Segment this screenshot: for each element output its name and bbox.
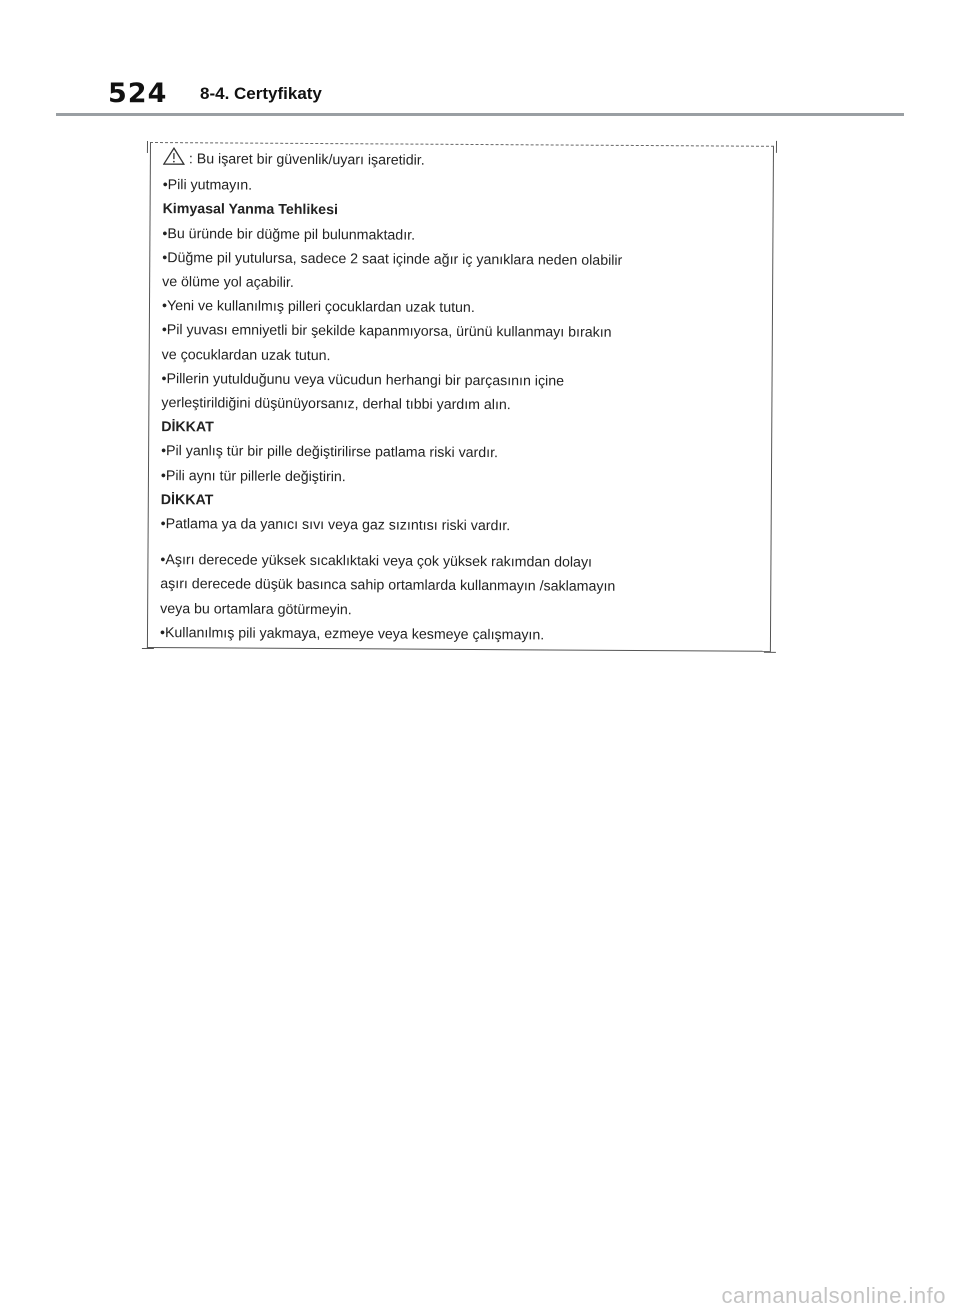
page-number: 524 <box>108 78 168 109</box>
notice-line: veya bu ortamlara götürmeyin. <box>160 600 352 618</box>
notice-line: •Pili aynı tür pillerle değiştirin. <box>160 467 346 485</box>
warning-symbol-text: : Bu işaret bir güvenlik/uyarı işaretidir. <box>188 151 425 169</box>
notice-line: yerleştirildiğini düşünüyorsanız, derhal tıbbi yardım alın. <box>161 395 511 414</box>
notice-line: •Yeni ve kullanılmış pilleri çocuklardan uzak tutun. <box>161 298 475 317</box>
notice-line: •Pili yutmayın. <box>162 177 253 194</box>
corner-mark <box>764 652 776 653</box>
notice-heading: Kimyasal Yanma Tehlikesi <box>162 201 338 219</box>
notice-line: •Pillerin yutulduğunu veya vücudun herhangi bir parçasının içine <box>161 370 565 390</box>
notice-line: •Pil yuvası emniyetli bir şekilde kapanmıyorsa, ürünü kullanmayı bırakın <box>161 322 612 342</box>
notice-heading: DİKKAT <box>160 491 214 509</box>
notice-line: ve ölüme yol açabilir. <box>162 274 294 291</box>
notice-heading: DİKKAT <box>161 419 214 436</box>
warning-symbol-line <box>163 147 767 177</box>
site-watermark: carmanualsonline.info <box>721 1283 946 1308</box>
header-divider <box>56 113 904 116</box>
notice-line: ve çocuklardan uzak tutun. <box>161 346 331 364</box>
notice-line: aşırı derecede düşük basınca sahip ortamlarda kullanmayın /saklamayın <box>160 576 616 596</box>
notice-line: •Bu üründe bir düğme pil bulunmaktadır. <box>162 225 416 244</box>
notice-line: •Aşırı derecede yüksek sıcaklıktaki veya çok yüksek rakımdan dolayı <box>160 552 593 571</box>
battery-warning-notice <box>147 142 774 652</box>
section-title: 8-4. Certyfikaty <box>200 84 322 103</box>
notice-body <box>160 147 767 649</box>
warning-triangle-icon <box>163 147 189 173</box>
page-header <box>0 0 960 120</box>
notice-line: •Pil yanlış tür bir pille değiştirilirse patlama riski vardır. <box>161 443 499 462</box>
notice-line: •Düğme pil yutulursa, sadece 2 saat içinde ağır iç yanıklara neden olabilir <box>162 249 623 269</box>
corner-mark <box>147 141 148 153</box>
corner-mark <box>142 648 154 649</box>
notice-line: •Kullanılmış pili yakmaya, ezmeye veya kesmeye çalışmayın. <box>159 624 545 644</box>
notice-lines <box>160 173 767 649</box>
notice-line: •Patlama ya da yanıcı sıvı veya gaz sızıntısı riski vardır. <box>160 516 511 535</box>
corner-mark <box>776 141 777 153</box>
